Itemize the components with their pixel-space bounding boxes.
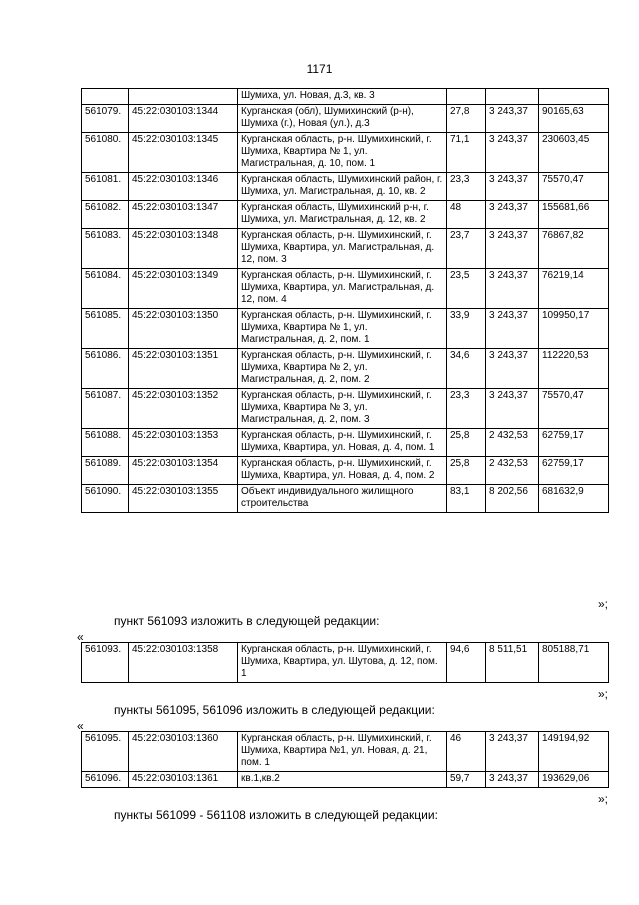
table-row: [82, 389, 609, 429]
table-row: [82, 732, 609, 772]
cadastral-rate-cell: 3 243,37: [486, 173, 539, 201]
cadastral-value-cell: [539, 89, 609, 105]
item-number-cell: 561083.: [82, 229, 129, 269]
item-number-cell: 561079.: [82, 105, 129, 133]
area-cell: 83,1: [447, 485, 486, 513]
item-number-cell: 561085.: [82, 309, 129, 349]
item-number-cell: 561090.: [82, 485, 129, 513]
table-row: [82, 269, 609, 309]
page-number: 1171: [306, 62, 333, 76]
cadastral-value-cell: 75570,47: [539, 173, 609, 201]
address-cell: Курганская область, р-н. Шумихинский, г. Шумиха, Квартира, ул. Шутова, д. 12, пом. 1: [238, 643, 447, 683]
address-cell: Курганская область, Шумихинский р-н, г. Шумиха, ул. Магистральная, д. 12, кв. 2: [238, 201, 447, 229]
table-row: [82, 643, 609, 683]
cadastral-value-cell: 805188,71: [539, 643, 609, 683]
item-number-cell: 561095.: [82, 732, 129, 772]
area-cell: 23,3: [447, 389, 486, 429]
registry-table-2: [81, 642, 609, 683]
address-cell: Курганская область, р-н. Шумихинский, г. Шумиха, Квартира, ул. Магистральная, д. 12, пом. 4: [238, 269, 447, 309]
cadastral-rate-cell: 3 243,37: [486, 389, 539, 429]
item-number-cell: [82, 89, 129, 105]
cadastral-rate-cell: 3 243,37: [486, 201, 539, 229]
table-row: [82, 349, 609, 389]
cadastral-number-cell: 45:22:030103:1351: [129, 349, 238, 389]
instruction-paragraph-3: пункты 561099 - 561108 изложить в следующей редакции:: [114, 808, 438, 822]
address-cell: Курганская область, р-н. Шумихинский, г. Шумиха, Квартира № 1, ул. Магистральная, д. 10, пом. 1: [238, 133, 447, 173]
cadastral-rate-cell: 3 243,37: [486, 349, 539, 389]
address-cell: Шумиха, ул. Новая, д.3, кв. 3: [238, 89, 447, 105]
table-row: [82, 485, 609, 513]
table-row: [82, 772, 609, 788]
closing-quote-1: »;: [597, 597, 608, 611]
item-number-cell: 561081.: [82, 173, 129, 201]
cadastral-value-cell: 193629,06: [539, 772, 609, 788]
cadastral-value-cell: 112220,53: [539, 349, 609, 389]
cadastral-number-cell: 45:22:030103:1348: [129, 229, 238, 269]
area-cell: 59,7: [447, 772, 486, 788]
cadastral-number-cell: 45:22:030103:1346: [129, 173, 238, 201]
cadastral-number-cell: [129, 89, 238, 105]
item-number-cell: 561096.: [82, 772, 129, 788]
closing-quote-2: »;: [597, 687, 608, 701]
opening-quote-1: «: [77, 630, 84, 644]
cadastral-rate-cell: 2 432,53: [486, 429, 539, 457]
opening-quote-2: «: [77, 719, 84, 733]
cadastral-rate-cell: 8 202,56: [486, 485, 539, 513]
address-cell: Курганская область, Шумихинский район, г. Шумиха, ул. Магистральная, д. 10, кв. 2: [238, 173, 447, 201]
cadastral-rate-cell: 3 243,37: [486, 229, 539, 269]
cadastral-number-cell: 45:22:030103:1354: [129, 457, 238, 485]
table-row: [82, 457, 609, 485]
area-cell: 27,8: [447, 105, 486, 133]
table-row: [82, 173, 609, 201]
cadastral-value-cell: 230603,45: [539, 133, 609, 173]
table-row: [82, 105, 609, 133]
table-row: [82, 229, 609, 269]
cadastral-value-cell: 62759,17: [539, 457, 609, 485]
address-cell: Курганская область, р-н. Шумихинский, г. Шумиха, Квартира № 1, ул. Магистральная, д. 2, пом. 1: [238, 309, 447, 349]
cadastral-number-cell: 45:22:030103:1353: [129, 429, 238, 457]
closing-quote-3: »;: [597, 792, 608, 806]
cadastral-value-cell: 149194,92: [539, 732, 609, 772]
cadastral-number-cell: 45:22:030103:1355: [129, 485, 238, 513]
cadastral-number-cell: 45:22:030103:1360: [129, 732, 238, 772]
area-cell: 33,9: [447, 309, 486, 349]
cadastral-number-cell: 45:22:030103:1345: [129, 133, 238, 173]
cadastral-value-cell: 681632,9: [539, 485, 609, 513]
item-number-cell: 561086.: [82, 349, 129, 389]
area-cell: 48: [447, 201, 486, 229]
area-cell: [447, 89, 486, 105]
cadastral-rate-cell: 3 243,37: [486, 105, 539, 133]
area-cell: 25,8: [447, 429, 486, 457]
address-cell: Курганская область, р-н. Шумихинский, г. Шумиха, Квартира №1, ул. Новая, д. 21, пом. 1: [238, 732, 447, 772]
registry-table-3: [81, 731, 609, 788]
area-cell: 94,6: [447, 643, 486, 683]
cadastral-value-cell: 109950,17: [539, 309, 609, 349]
table-row: [82, 309, 609, 349]
area-cell: 46: [447, 732, 486, 772]
area-cell: 71,1: [447, 133, 486, 173]
cadastral-number-cell: 45:22:030103:1358: [129, 643, 238, 683]
address-cell: Курганская область, р-н. Шумихинский, г. Шумиха, Квартира, ул. Магистральная, д. 12, пом. 3: [238, 229, 447, 269]
cadastral-rate-cell: 3 243,37: [486, 309, 539, 349]
cadastral-rate-cell: 3 243,37: [486, 269, 539, 309]
item-number-cell: 561087.: [82, 389, 129, 429]
cadastral-value-cell: 155681,66: [539, 201, 609, 229]
cadastral-number-cell: 45:22:030103:1349: [129, 269, 238, 309]
cadastral-number-cell: 45:22:030103:1361: [129, 772, 238, 788]
cadastral-value-cell: 75570,47: [539, 389, 609, 429]
cadastral-rate-cell: 3 243,37: [486, 772, 539, 788]
address-cell: Курганская область, р-н. Шумихинский, г. Шумиха, Квартира № 2, ул. Магистральная, д. 2, пом. 2: [238, 349, 447, 389]
item-number-cell: 561088.: [82, 429, 129, 457]
registry-table-1: [81, 88, 609, 513]
area-cell: 25,8: [447, 457, 486, 485]
address-cell: Курганская область, р-н. Шумихинский, г. Шумиха, Квартира № 3, ул. Магистральная, д. 2, пом. 3: [238, 389, 447, 429]
address-cell: кв.1,кв.2: [238, 772, 447, 788]
cadastral-number-cell: 45:22:030103:1350: [129, 309, 238, 349]
table-row: [82, 429, 609, 457]
cadastral-number-cell: 45:22:030103:1344: [129, 105, 238, 133]
cadastral-rate-cell: [486, 89, 539, 105]
area-cell: 23,7: [447, 229, 486, 269]
cadastral-value-cell: 76219,14: [539, 269, 609, 309]
cadastral-value-cell: 62759,17: [539, 429, 609, 457]
cadastral-number-cell: 45:22:030103:1347: [129, 201, 238, 229]
cadastral-rate-cell: 3 243,37: [486, 133, 539, 173]
address-cell: Курганская (обл), Шумихинский (р-н), Шумиха (г.), Новая (ул.), д.3: [238, 105, 447, 133]
cadastral-rate-cell: 8 511,51: [486, 643, 539, 683]
address-cell: Курганская область, р-н. Шумихинский, г. Шумиха, Квартира, ул. Новая, д. 4, пом. 2: [238, 457, 447, 485]
item-number-cell: 561089.: [82, 457, 129, 485]
table-row: [82, 89, 609, 105]
area-cell: 34,6: [447, 349, 486, 389]
area-cell: 23,3: [447, 173, 486, 201]
area-cell: 23,5: [447, 269, 486, 309]
address-cell: Объект индивидуального жилищного строительства: [238, 485, 447, 513]
item-number-cell: 561084.: [82, 269, 129, 309]
table-row: [82, 201, 609, 229]
cadastral-value-cell: 76867,82: [539, 229, 609, 269]
item-number-cell: 561080.: [82, 133, 129, 173]
cadastral-value-cell: 90165,63: [539, 105, 609, 133]
cadastral-rate-cell: 3 243,37: [486, 732, 539, 772]
cadastral-number-cell: 45:22:030103:1352: [129, 389, 238, 429]
cadastral-rate-cell: 2 432,53: [486, 457, 539, 485]
item-number-cell: 561082.: [82, 201, 129, 229]
instruction-paragraph-1: пункт 561093 изложить в следующей редакции:: [114, 614, 380, 628]
address-cell: Курганская область, р-н. Шумихинский, г. Шумиха, Квартира, ул. Новая, д. 4, пом. 1: [238, 429, 447, 457]
instruction-paragraph-2: пункты 561095, 561096 изложить в следующей редакции:: [114, 703, 435, 717]
table-row: [82, 133, 609, 173]
item-number-cell: 561093.: [82, 643, 129, 683]
